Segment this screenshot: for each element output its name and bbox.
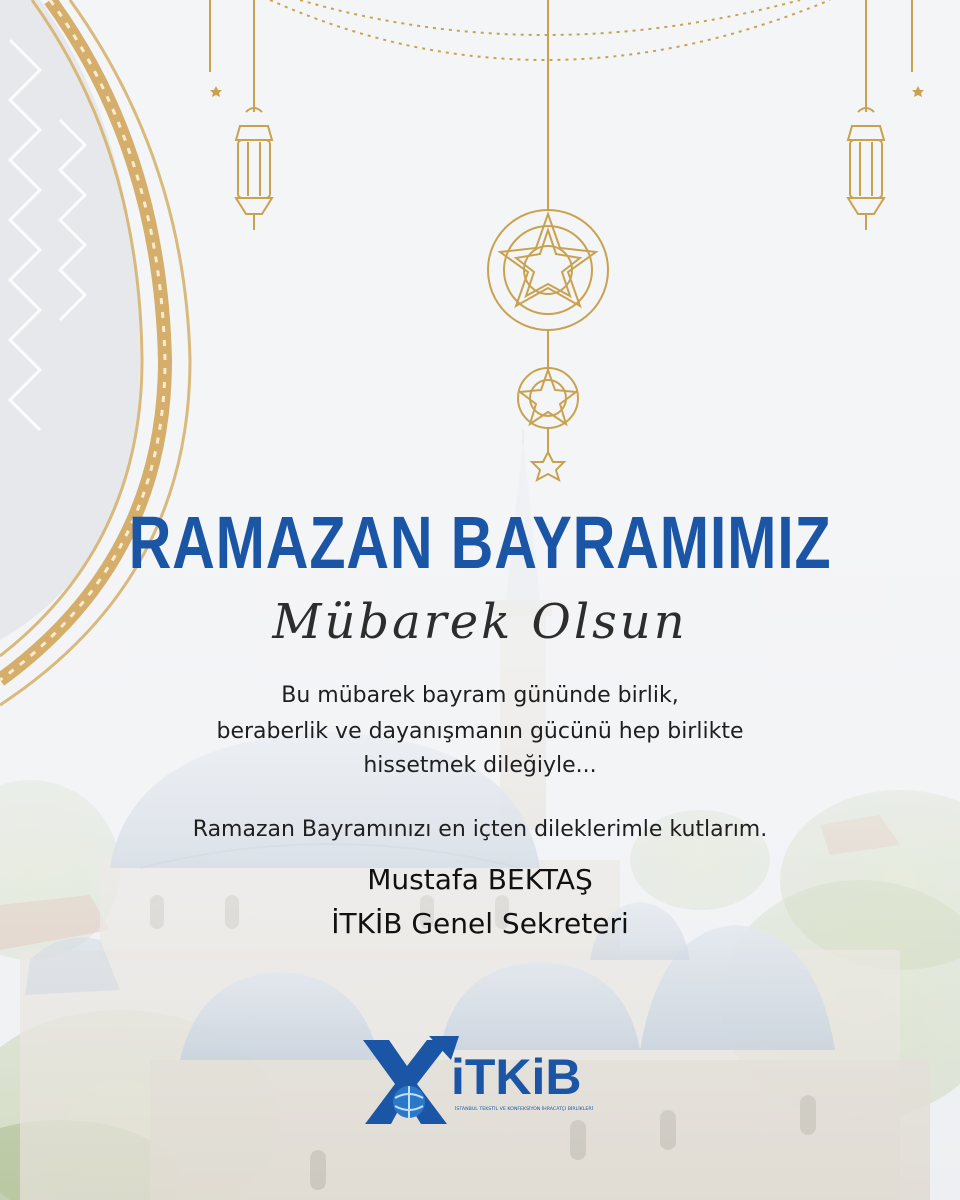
- lantern-left-icon: [236, 108, 272, 230]
- itkib-logo: [355, 1032, 605, 1132]
- message-line-2: beraberlik ve dayanışmanın gücünü hep birlikte: [216, 719, 744, 744]
- greeting-title: RAMAZAN BAYRAMIMIZ: [128, 501, 832, 584]
- star-icon: [532, 452, 564, 480]
- small-medallion-icon: [518, 368, 578, 428]
- star-medallion-icon: [488, 210, 608, 330]
- logo-wordmark: iTKiB: [451, 1049, 582, 1105]
- star-small-left-icon: [210, 86, 222, 97]
- message-line-3: hissetmek dileğiyle...: [363, 753, 597, 778]
- logo-tagline: İSTANBUL TEKSTİL VE KONFEKSİYON İHRACATÇI BİRLİKLERİ: [455, 1106, 593, 1111]
- greeting-subtitle: Mübarek Olsun: [272, 594, 688, 650]
- signature-name: Mustafa BEKTAŞ: [367, 863, 593, 896]
- crescent-left-icon: [199, 74, 222, 102]
- message-line-1: Bu mübarek bayram gününde birlik,: [281, 683, 679, 708]
- lantern-right-icon: [848, 108, 884, 230]
- star-small-right-icon: [912, 86, 924, 97]
- crescent-right-icon: [901, 74, 924, 102]
- signature-position: İTKİB Genel Sekreteri: [331, 907, 629, 940]
- itkib-arrow-globe-icon: [363, 1036, 459, 1124]
- message-line-4: Ramazan Bayramınızı en içten dileklerimle kutlarım.: [192, 817, 768, 842]
